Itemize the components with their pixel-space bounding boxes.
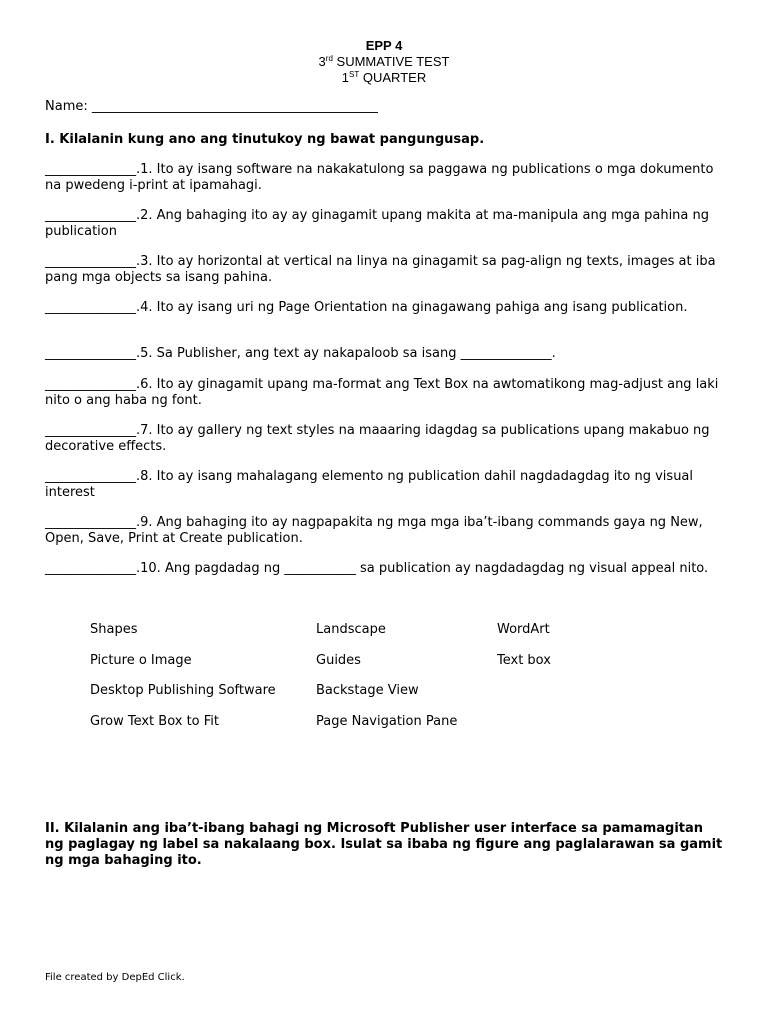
choice-backstage-view: Backstage View [316,683,419,698]
name-label: Name: [45,99,92,114]
question-item-2: ______________.2. Ang bahaging ito ay ay ginagamit upang makita at ma-manipula ang mga pahina ng publication [45,208,710,239]
choice-text-box: Text box [497,653,551,668]
name-field [45,99,378,115]
question-item-9: ______________.9. Ang bahaging ito ay nagpapakita ng mga mga iba’t-ibang commands gaya ng New, Open, Save, Print at Create publication. [45,515,703,546]
quarter-title [0,70,768,86]
test-number: 3 [318,54,326,69]
choice-desktop-publishing-software: Desktop Publishing Software [90,683,276,698]
choice-grow-text-box-to-fit: Grow Text Box to Fit [90,714,219,729]
question-item-10: ______________.10. Ang pagdadag ng ___________ sa publication ay nagdadagdag ng visual appeal nito. [45,561,709,576]
quarter-number: 1 [341,70,350,85]
question-item-4: ______________.4. Ito ay isang uri ng Page Orientation na ginagawang pahiga ang isang publication. [45,300,688,315]
question-item-5: ______________.5. Sa Publisher, ang text ay nakapaloob sa isang ______________. [45,346,556,361]
choice-landscape: Landscape [316,622,386,637]
choice-shapes: Shapes [90,622,138,637]
test-suffix: rd [325,54,333,63]
choice-wordart: WordArt [497,622,550,637]
choice-page-navigation-pane: Page Navigation Pane [316,714,458,729]
question-item-6: ______________.6. Ito ay ginagamit upang ma-format ang Text Box na awtomatikong mag-adjust ang laki nito o ang haba ng font. [45,377,719,408]
subject-title: EPP 4 [365,38,403,53]
question-item-8: ______________.8. Ito ay isang mahalagang elemento ng publication dahil nagdadagdag ito ng visual interest [45,469,694,500]
question-item-1: ______________.1. Ito ay isang software na nakakatulong sa paggawa ng publications o mga dokumento na pwedeng i-print at ipamahagi. [45,162,714,193]
footer-credit: File created by DepEd Click. [45,972,185,983]
name-blank: ____________________________________________ [91,99,378,114]
question-item-3: ______________.3. Ito ay horizontal at vertical na linya na ginagamit sa pag-align ng texts, images at iba pang mga objects sa isang pahina. [45,254,716,285]
choice-guides: Guides [316,653,361,668]
quarter-suffix: ST [349,70,360,79]
question-item-7: ______________.7. Ito ay gallery ng text styles na maaaring idagdag sa publications upang makabuo ng decorative effects. [45,423,710,454]
quarter-label: QUARTER [359,70,427,85]
part1-title: I. Kilalanin kung ano ang tinutukoy ng bawat pangungusap. [45,132,485,147]
test-title [0,54,768,70]
worksheet-header [0,38,768,86]
part2-title: II. Kilalanin ang iba’t-ibang bahagi ng Microsoft Publisher user interface sa pamamagitan ng paglagay ng label sa nakalaang box. Isulat sa ibaba ng figure ang paglalarawan sa gamit ng mga bahaging ito. [45,821,723,868]
choice-picture-o-image: Picture o Image [90,653,192,668]
test-label: SUMMATIVE TEST [332,54,450,69]
